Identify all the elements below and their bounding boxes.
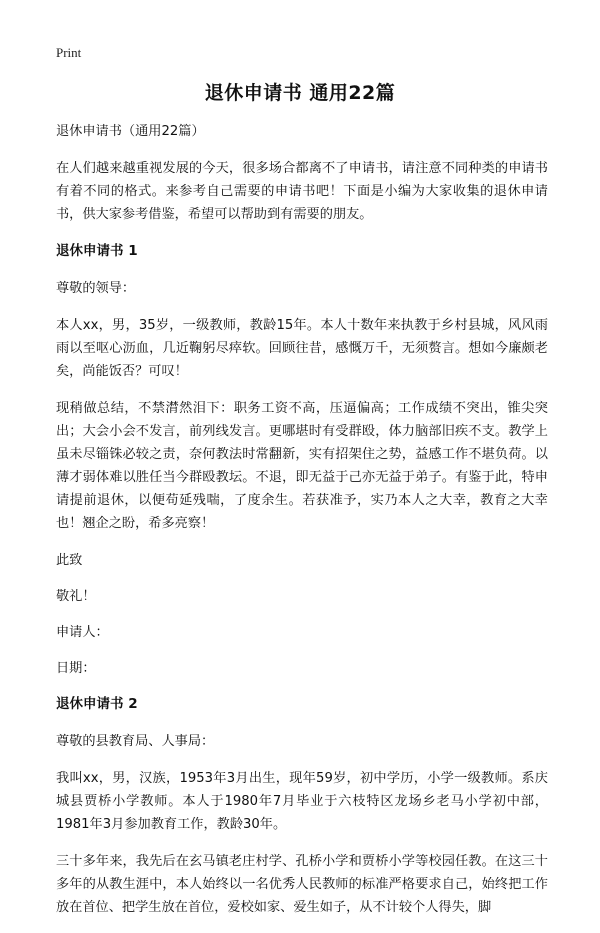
salutation-1: 尊敬的领导：: [56, 281, 136, 296]
applicant-line: 申请人：: [56, 625, 109, 640]
document-subtitle: 退休申请书（通用22篇）: [56, 124, 205, 139]
section-heading-2: 退休申请书 2: [56, 696, 138, 712]
document-body: [56, 120, 548, 933]
salutation-2: 尊敬的县教育局、人事局：: [56, 734, 215, 749]
document-title: 退休申请书 通用22篇: [204, 82, 396, 104]
closing-line-1: 此致: [56, 553, 83, 568]
paragraph-2-1: 我叫xx，男，汉族，1953年3月出生，现年59岁，初中学历，小学一级教师。系庆城县贾桥小学教师。本人于1980年7月毕业于六枝特区龙场乡老马小学初中部，1981年3月参加教育工作，教龄30年。: [56, 771, 548, 832]
paragraph-1-2: 现稍做总结，不禁潸然泪下：职务工资不高，压逼偏高；工作成绩不突出，锥尖突出；大会小会不发言，前列线发言。更哪堪时有受群殴，体力脑部旧疾不支。教学上虽未尽锱铢必较之责，奈何教法时常翻新，实有招架住之势，益感工作不堪负荷。以薄才弱体难以胜任当今群殴教坛。不退，即无益于己亦无益于弟子。有鉴于此，特申请提前退休，以便苟延残喘，了度余生。若获准予，实乃本人之大幸，教育之大幸也！翘企之盼，希多亮察！: [56, 401, 548, 531]
print-link[interactable]: Print: [56, 45, 82, 60]
date-line: 日期：: [56, 661, 96, 676]
intro-paragraph: 在人们越来越重视发展的今天，很多场合都离不了申请书，请注意不同种类的申请书有着不同的格式。来参考自己需要的申请书吧！下面是小编为大家收集的退休申请书，供大家参考借鉴，希望可以帮助到有需要的朋友。: [56, 161, 548, 222]
closing-line-2: 敬礼！: [56, 589, 96, 604]
section-heading-1: 退休申请书 1: [56, 243, 138, 259]
paragraph-1-1: 本人xx，男，35岁，一级教师，教龄15年。本人十数年来执教于乡村县城，风风雨雨以至呕心沥血，几近鞠躬尽瘁软。回顾往昔，感慨万千，无须赘言。想如今廉颇老矣，尚能饭否？可叹！: [56, 318, 548, 379]
paragraph-2-2: 三十多年来，我先后在玄马镇老庄村学、孔桥小学和贾桥小学等校园任教。在这三十多年的从教生涯中，本人始终以一名优秀人民教师的标准严格要求自己，始终把工作放在首位、把学生放在首位，爱校如家、爱生如子，从不计较个人得失，脚: [56, 854, 548, 915]
